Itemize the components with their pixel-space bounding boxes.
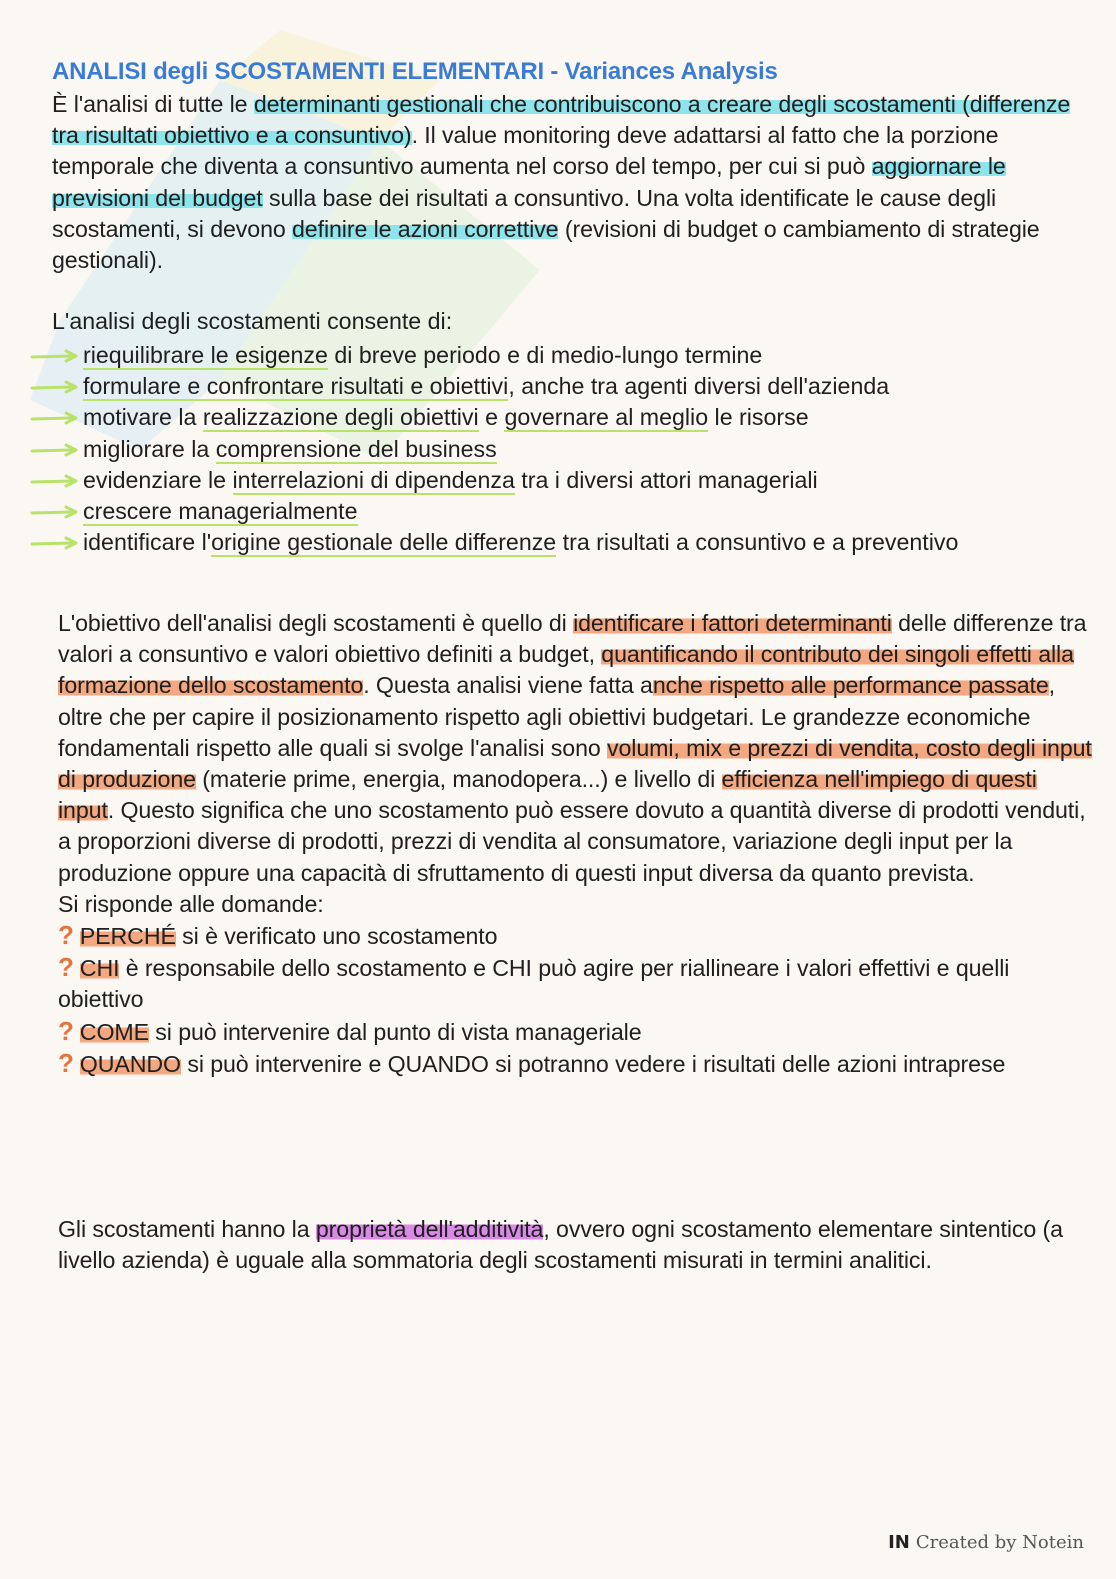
highlight: nche rispetto alle performance passate — [652, 672, 1049, 699]
list-item: migliorare la comprensione del business — [28, 434, 958, 465]
page-title: ANALISI degli SCOSTAMENTI ELEMENTARI - Variances Analysis — [52, 58, 778, 85]
notein-logo-icon: IN — [888, 1532, 910, 1553]
list-item: evidenziare le interrelazioni di dipendenza tra i diversi attori manageriali — [28, 465, 958, 496]
list-item: identificare l'origine gestionale delle differenze tra risultati a consuntivo e a preventivo — [28, 527, 958, 558]
highlight: identificare i fattori determinanti — [573, 610, 892, 636]
question-item: ? PERCHÉ si è verificato uno scostamento — [58, 920, 498, 951]
arrow-right-icon — [30, 349, 80, 363]
benefits-list — [28, 340, 958, 558]
footer-text: Created by Notein — [915, 1532, 1084, 1553]
footer-credit — [888, 1532, 1084, 1553]
paragraph-objective: L'obiettivo dell'analisi degli scostamenti è quello di identificare i fattori determinanti delle differenze tra valori a consuntivo e valori obiettivo definiti a budget, quantificando il contributo dei singoli effetti alla formazione dello scostamento. Questa analisi viene fatta anche rispetto alle performance passate, oltre che per capire il posizionamento rispetto agli obiettivi budgetari. Le grandezze economiche fondamentali rispetto alle quali si svolge l'analisi sono volumi, mix e prezzi di vendita, costo degli input di produzione (materie prime, energia, manodopera...) e livello di efficienza nell'impiego di questi input. Questo significa che uno scostamento può essere dovuto a quantità diverse di prodotti venduti, a proporzioni diverse di prodotti, prezzi di vendita al consumatore, variazione degli input per la produzione oppure una capacità di sfruttamento di questi input diversa da quanto prevista. Si risponde alle domande: ? PERCHÉ si è verificato uno scostamento ? CHI è responsabile dello scostamento e CHI può agire per riallineare i valori effettivi e quelli obiettivo ? COME si può intervenire dal punto di vista manageriale ? QUANDO si può intervenire e QUANDO si potranno vedere i risultati delle azioni intraprese — [58, 608, 1098, 1080]
highlight: quantificando il contributo dei singoli effetti alla formazione dello scostamento — [58, 641, 1074, 699]
question-item: ? CHI è responsabile dello scostamento e CHI può agire per riallineare i valori effettivi e quelli obiettivo — [58, 952, 1010, 1013]
highlight: efficienza nell'impiego di questi input — [58, 766, 1037, 824]
list-intro: L'analisi degli scostamenti consente di: — [52, 308, 453, 334]
arrow-right-icon — [30, 505, 80, 519]
list-item: riequilibrare le esigenze di breve periodo e di medio-lungo termine — [28, 340, 958, 371]
highlight: determinanti gestionali che contribuiscono a creare degli scostamenti (differenze tra risultati obiettivo e a consuntivo) — [52, 91, 1071, 149]
list-item: motivare la realizzazione degli obiettivi e governare al meglio le risorse — [28, 402, 958, 433]
question-mark-icon: ? — [58, 1015, 74, 1046]
list-item: crescere managerialmente — [28, 496, 958, 527]
highlight: aggiornare le previsioni del budget — [52, 153, 1006, 211]
highlight: proprietà dell'additività — [315, 1216, 544, 1242]
question-mark-icon: ? — [58, 952, 74, 983]
question-item: ? QUANDO si può intervenire e QUANDO si potranno vedere i risultati delle azioni intraprese — [58, 1047, 1006, 1078]
question-mark-icon: ? — [58, 1047, 74, 1078]
arrow-right-icon — [30, 443, 80, 457]
paragraph-additivity: Gli scostamenti hanno la proprietà dell'additività, ovvero ogni scostamento elementare sintentico (a livello azienda) è uguale alla sommatoria degli scostamenti misurati in termini analitici. — [58, 1216, 1063, 1274]
paragraph-intro: È l'analisi di tutte le determinanti gestionali che contribuiscono a creare degli scostamenti (differenze tra risultati obiettivo e a consuntivo). Il value monitoring deve adattarsi al fatto che la porzione temporale che diventa a consuntivo aumenta nel corso del tempo, per cui si può aggiornare le previsioni del budget sulla base dei risultati a consuntivo. Una volta identificate le cause degli scostamenti, si devono definire le azioni correttive (revisioni di budget o cambiamento di strategie gestionali). — [52, 91, 1071, 274]
arrow-right-icon — [30, 474, 80, 488]
arrow-right-icon — [30, 380, 80, 394]
question-item: ? COME si può intervenire dal punto di vista manageriale — [58, 1015, 642, 1046]
question-mark-icon: ? — [58, 920, 74, 951]
highlight: volumi, mix e prezzi di vendita, costo degli input di produzione — [58, 734, 1092, 793]
highlight: definire le azioni correttive — [292, 215, 559, 242]
list-item: formulare e confrontare risultati e obiettivi, anche tra agenti diversi dell'azienda — [28, 371, 958, 402]
arrow-right-icon — [30, 411, 80, 425]
questions-intro: Si risponde alle domande: — [58, 890, 324, 917]
arrow-right-icon — [30, 536, 80, 550]
